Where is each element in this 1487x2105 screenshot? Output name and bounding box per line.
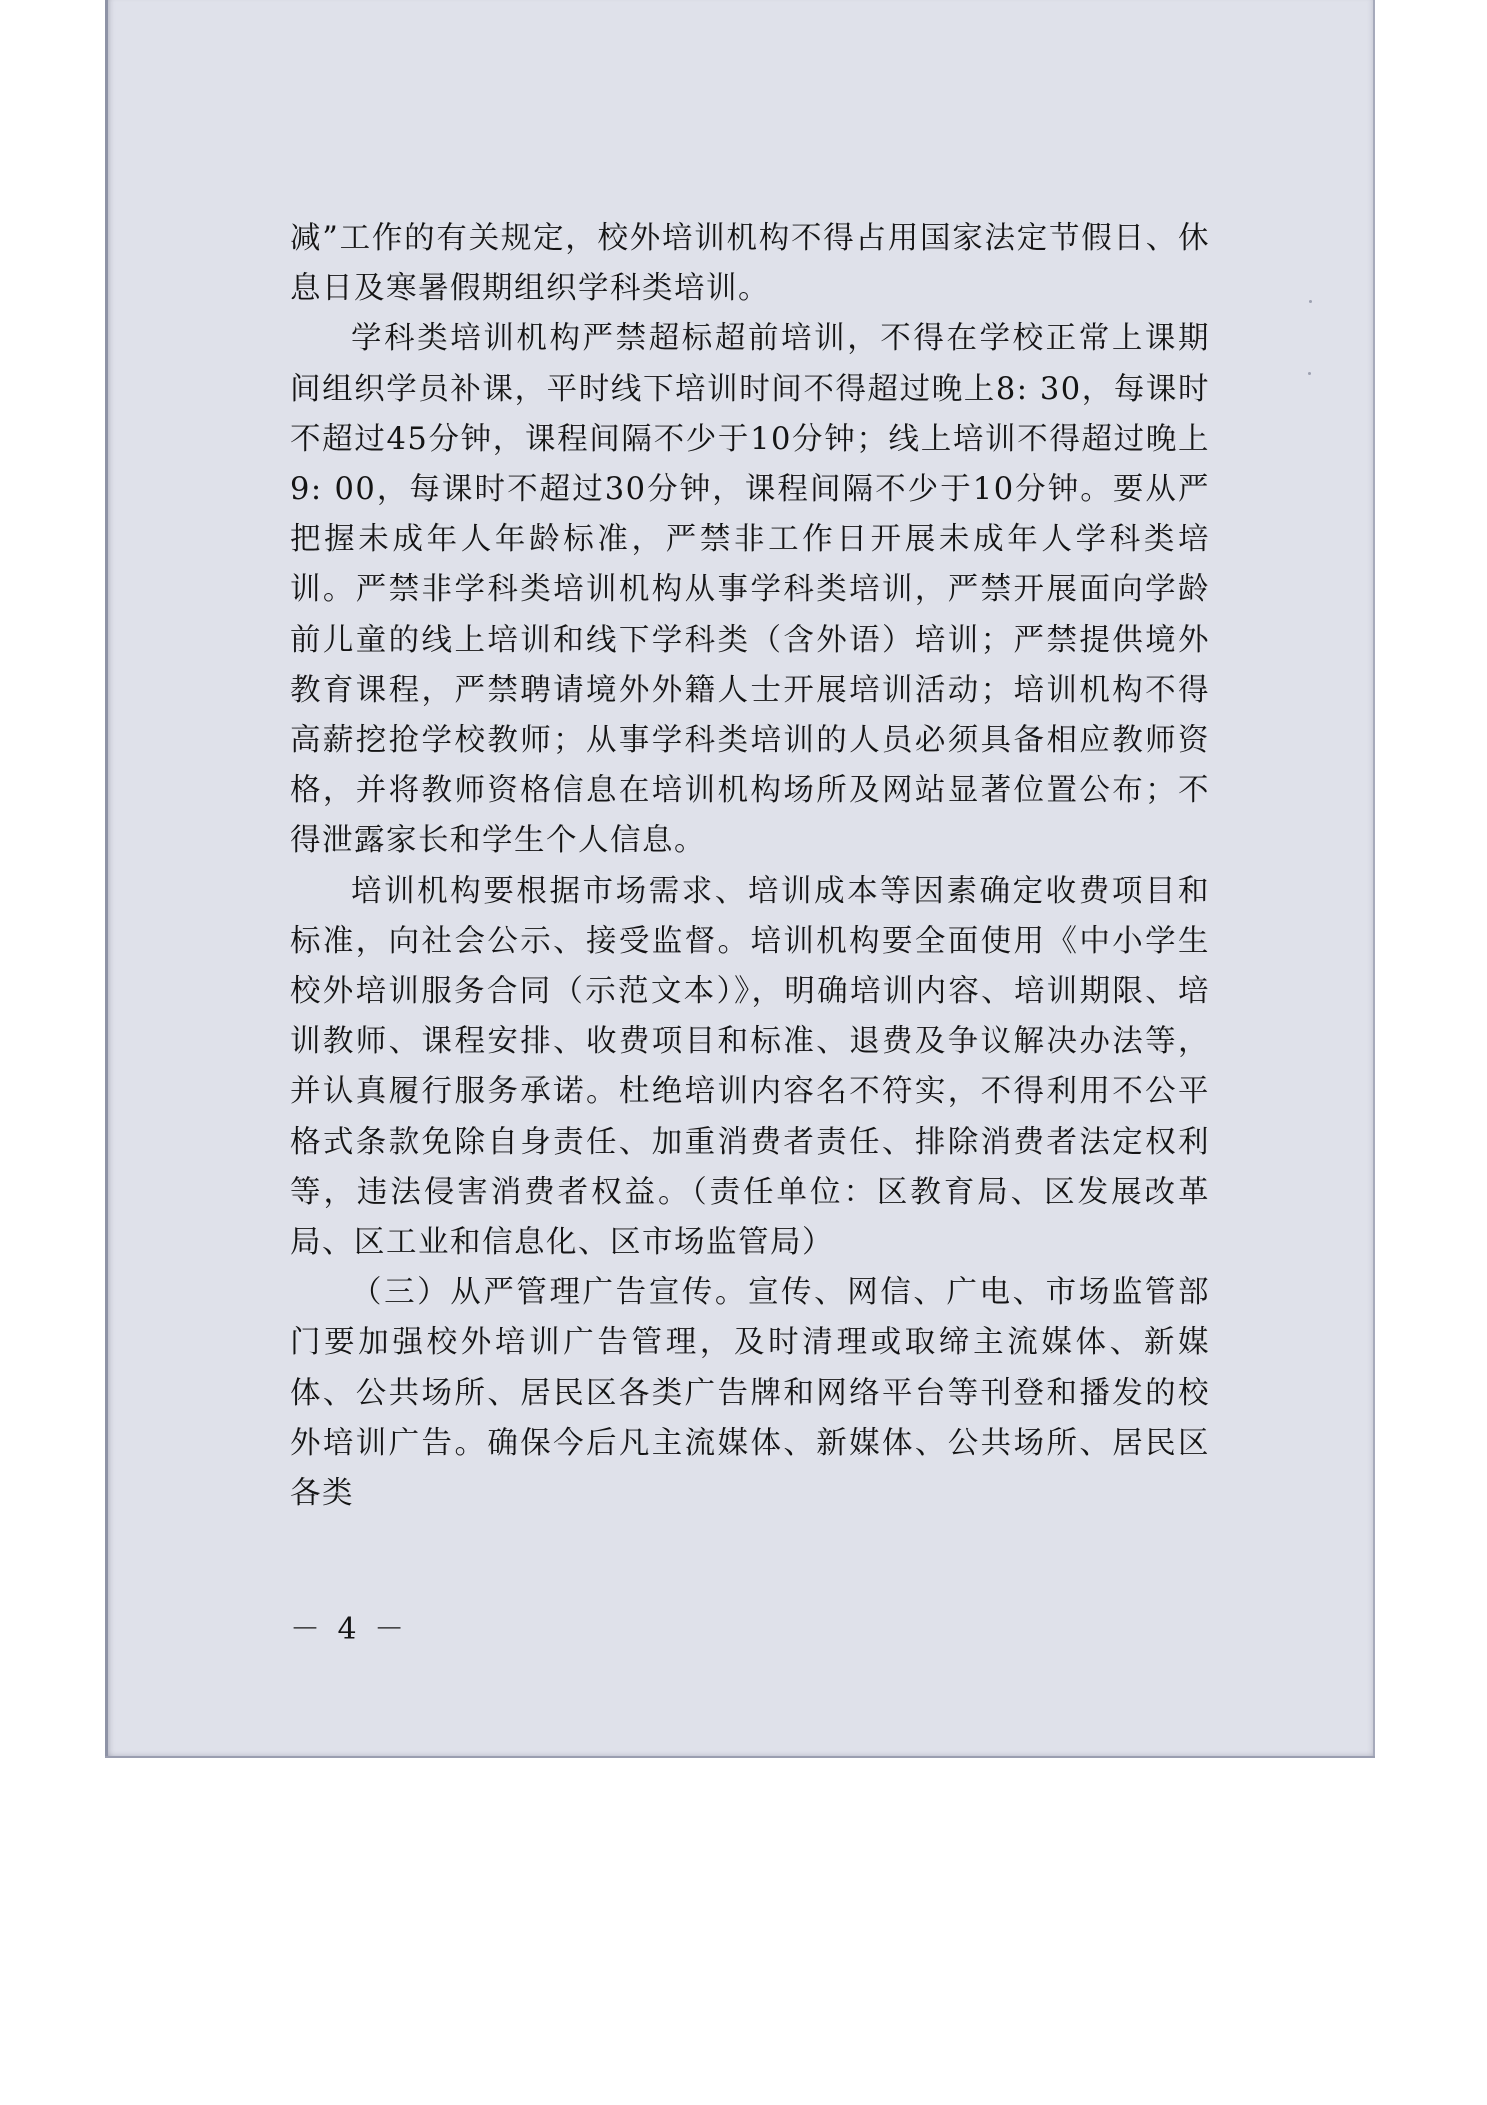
page-number: － 4 － bbox=[290, 1612, 409, 1647]
paragraph-subject-training-rules: 学科类培训机构严禁超标超前培训，不得在学校正常上课期间组织学员补课，平时线下培训时间不得超过晚上8: 30，每课时不超过45分钟，课程间隔不少于10分钟；线上培训不得超过晚上9: 00，每课时不超过30分钟，课程间隔不少于10分钟。要从严把握未成年人年龄标准，严禁非工作日开展未成年人学科类培训。严禁非学科类培训机构从事学科类培训，严禁开展面向学龄前儿童的线上培训和线下学科类（含外语）培训；严禁提供境外教育课程，严禁聘请境外外籍人士开展培训活动；培训机构不得高薪挖抢学校教师；从事学科类培训的人员必须具备相应教师资格，并将教师资格信息在培训机构场所及网站显著位置公布；不得泄露家长和学生个人信息。 bbox=[290, 321, 1210, 859]
scan-speck bbox=[1309, 300, 1312, 303]
scan-edge-left bbox=[105, 0, 108, 1758]
paragraph-continuation: 减”工作的有关规定，校外培训机构不得占用国家法定节假日、休息日及寒暑假期组织学科类培训。 bbox=[290, 221, 1210, 307]
scan-edge-right bbox=[1373, 0, 1375, 1758]
scan-speck bbox=[1308, 372, 1311, 375]
scan-edge-bottom bbox=[105, 1756, 1375, 1758]
document-body bbox=[290, 214, 1210, 1519]
paragraph-advertising-management: （三）从严管理广告宣传。宣传、网信、广电、市场监管部门要加强校外培训广告管理，及时清理或取缔主流媒体、新媒体、公共场所、居民区各类广告牌和网络平台等刊登和播发的校外培训广告。确保今后凡主流媒体、新媒体、公共场所、居民区各类 bbox=[290, 1275, 1210, 1512]
paragraph-fees-and-contracts: 培训机构要根据市场需求、培训成本等因素确定收费项目和标准，向社会公示、接受监督。培训机构要全面使用《中小学生校外培训服务合同（示范文本）》，明确培训内容、培训期限、培训教师、课程安排、收费项目和标准、退费及争议解决办法等，并认真履行服务承诺。杜绝培训内容名不符实，不得利用不公平格式条款免除自身责任、加重消费者责任、排除消费者法定权利等，违法侵害消费者权益。（责任单位：区教育局、区发展改革局、区工业和信息化、区市场监管局） bbox=[290, 873, 1210, 1261]
